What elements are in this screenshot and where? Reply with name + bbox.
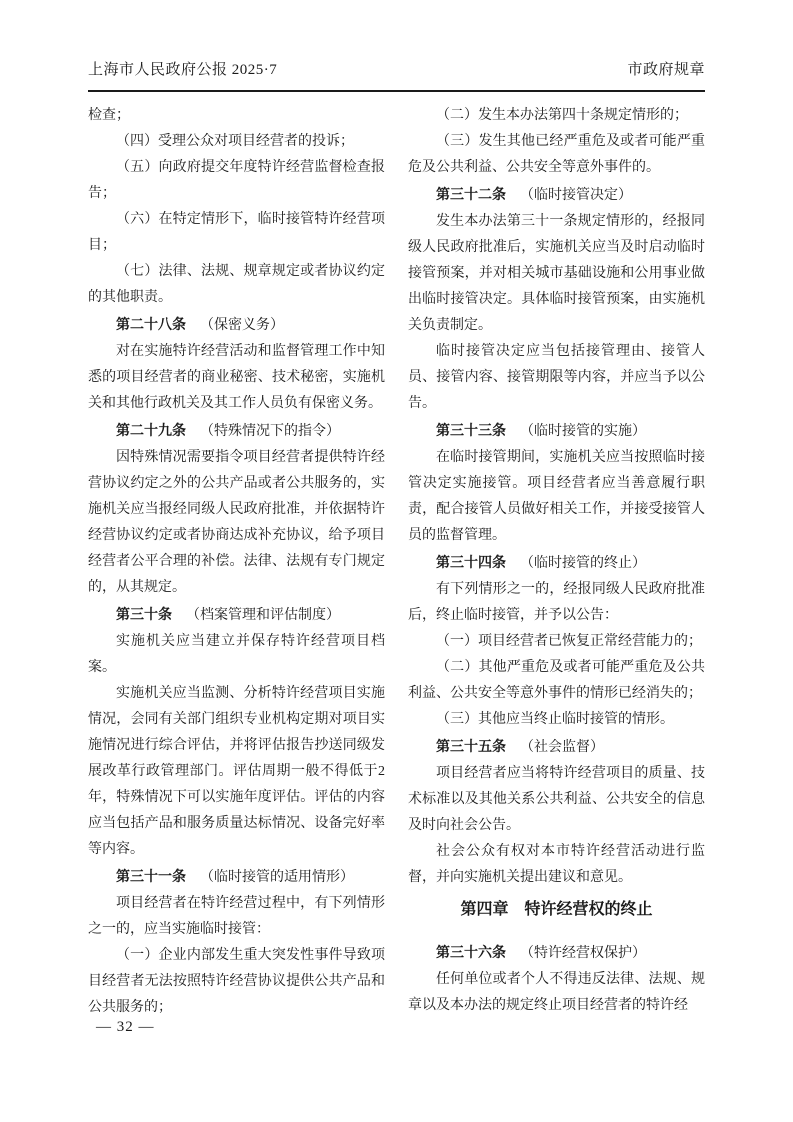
- header-publication-title: 上海市人民政府公报 2025·7: [88, 62, 278, 78]
- paragraph: （四）受理公众对项目经营者的投诉；: [116, 134, 354, 149]
- article-title: （临时接管的适用情形）: [200, 870, 354, 885]
- article-number: 第三十五条: [436, 738, 506, 754]
- paragraph: 因特殊情况需要指令项目经营者提供特许经营协议约定之外的公共产品或者公共服务的，实施机关应当报经同级人民政府批准，并依据特许经营协议约定或者协商达成补充协议，给予项目经营者公平合理的补偿。法律、法规有专门规定的，从其规定。: [88, 450, 385, 595]
- article-number: 第三十三条: [436, 422, 506, 438]
- article-heading: [408, 939, 705, 967]
- page-header: [88, 58, 705, 90]
- paragraph: 有下列情形之一的，经报同级人民政府批准后，终止临时接管，并予以公告：: [408, 582, 705, 623]
- article-heading: [408, 733, 705, 761]
- article-number: 第三十一条: [116, 868, 186, 884]
- article-heading: [88, 417, 385, 445]
- paragraph: （二）其他严重危及或者可能严重危及公共利益、公共安全等意外事件的情形已经消失的；: [408, 660, 705, 701]
- paragraph: （六）在特定情形下，临时接管特许经营项目；: [88, 212, 385, 253]
- document-body: [88, 103, 705, 1021]
- article-heading: [408, 181, 705, 209]
- paragraph: （一）项目经营者已恢复正常经营能力的；: [436, 634, 702, 649]
- page-number: — 32 —: [96, 1019, 155, 1035]
- article-title: （临时接管的终止）: [520, 556, 646, 571]
- article-heading: [88, 863, 385, 891]
- article-heading: [88, 601, 385, 629]
- paragraph: 实施机关应当监测、分析特许经营项目实施情况，会同有关部门组织专业机构定期对项目实施情况进行综合评估，并将评估报告抄送同级发展改革行政管理部门。评估周期一般不得低于2年，特殊情况下可以实施年度评估。评估的内容应当包括产品和服务质量达标情况、设备完好率等内容。: [88, 686, 385, 857]
- article-number: 第二十九条: [116, 422, 186, 438]
- header-section-label: 市政府规章: [627, 62, 705, 78]
- article-title: （临时接管决定）: [520, 188, 632, 203]
- paragraph: （五）向政府提交年度特许经营监督检查报告；: [88, 160, 385, 201]
- paragraph: 实施机关应当建立并保存特许经营项目档案。: [88, 634, 385, 675]
- paragraph: （三）其他应当终止临时接管的情形。: [436, 712, 674, 727]
- paragraph: 对在实施特许经营活动和监督管理工作中知悉的项目经营者的商业秘密、技术秘密，实施机关和其他行政机关及其工作人员负有保密义务。: [88, 344, 385, 411]
- page-footer: [96, 1019, 155, 1036]
- left-column: [88, 103, 385, 1021]
- paragraph: 在临时接管期间，实施机关应当按照临时接管决定实施接管。项目经营者应当善意履行职责，配合接管人员做好相关工作，并接受接管人员的监督管理。: [408, 450, 705, 543]
- article-number: 第三十二条: [436, 186, 506, 202]
- paragraph: 社会公众有权对本市特许经营活动进行监督，并向实施机关提出建议和意见。: [408, 844, 705, 885]
- paragraph: （七）法律、法规、规章规定或者协议约定的其他职责。: [88, 264, 385, 305]
- article-heading: [88, 311, 385, 339]
- paragraph: 发生本办法第三十一条规定情形的，经报同级人民政府批准后，实施机关应当及时启动临时接管预案，并对相关城市基础设施和公用事业做出临时接管决定。具体临时接管预案，由实施机关负责制定。: [408, 214, 705, 333]
- article-title: （临时接管的实施）: [520, 424, 646, 439]
- article-heading: [408, 549, 705, 577]
- article-number: 第三十条: [116, 606, 172, 622]
- paragraph: （二）发生本办法第四十条规定情形的；: [436, 108, 688, 123]
- article-number: 第三十六条: [436, 944, 506, 960]
- paragraph: 临时接管决定应当包括接管理由、接管人员、接管内容、接管期限等内容，并应当予以公告。: [408, 344, 705, 411]
- paragraph: 项目经营者在特许经营过程中，有下列情形之一的，应当实施临时接管：: [88, 896, 385, 937]
- article-title: （特殊情况下的指令）: [200, 424, 340, 439]
- paragraph: 检查；: [88, 108, 130, 123]
- right-column: [408, 103, 705, 1021]
- article-heading: [408, 417, 705, 445]
- article-number: 第二十八条: [116, 316, 186, 332]
- chapter-heading: 第四章 特许经营权的终止: [460, 901, 653, 918]
- article-title: （保密义务）: [200, 318, 284, 333]
- article-title: （档案管理和评估制度）: [186, 608, 340, 623]
- article-title: （社会监督）: [520, 740, 604, 755]
- article-title: （特许经营权保护）: [520, 946, 646, 961]
- header-divider: [88, 90, 705, 92]
- paragraph: （一）企业内部发生重大突发性事件导致项目经营者无法按照特许经营协议提供公共产品和公共服务的；: [88, 948, 385, 1015]
- paragraph: （三）发生其他已经严重危及或者可能严重危及公共利益、公共安全等意外事件的。: [408, 134, 705, 175]
- paragraph: 项目经营者应当将特许经营项目的质量、技术标准以及其他关系公共利益、公共安全的信息及时向社会公告。: [408, 766, 705, 833]
- article-number: 第三十四条: [436, 554, 506, 570]
- paragraph: 任何单位或者个人不得违反法律、法规、规章以及本办法的规定终止项目经营者的特许经: [408, 972, 705, 1013]
